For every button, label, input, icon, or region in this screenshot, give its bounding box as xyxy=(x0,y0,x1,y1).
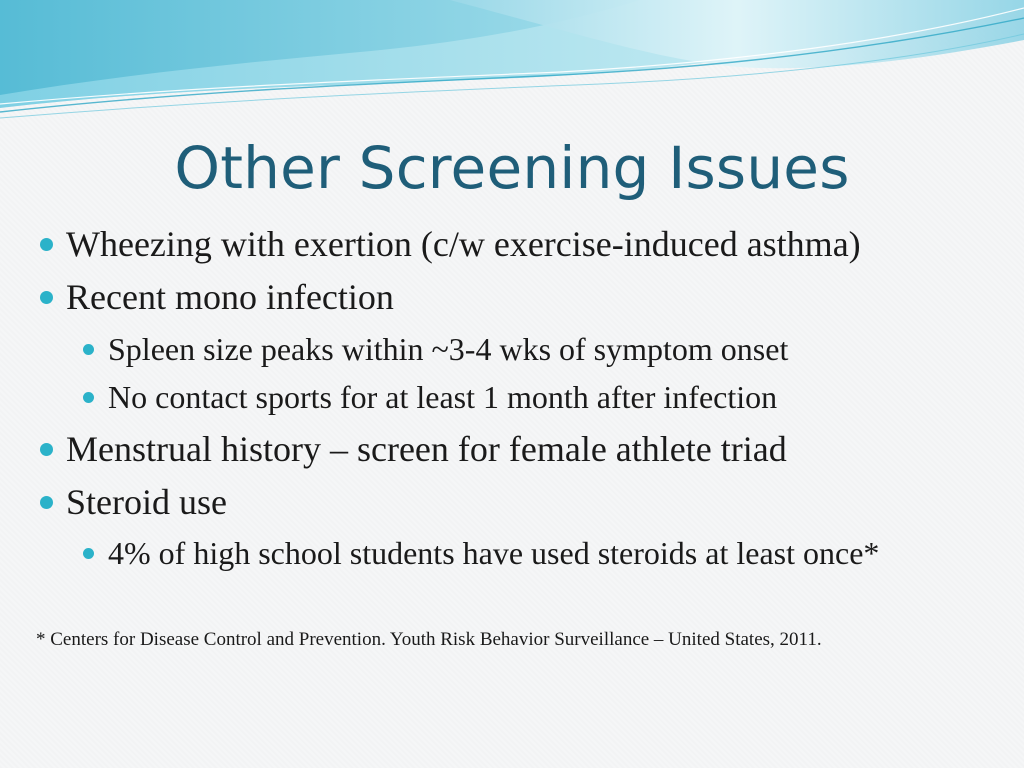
slide-title: Other Screening Issues xyxy=(174,134,850,202)
bullet-dot xyxy=(40,443,53,456)
sub-bullet-dot xyxy=(83,392,94,403)
sub-bullet-item: 4% of high school students have used steroids at least once* xyxy=(108,535,880,571)
bullet-item: Steroid use xyxy=(66,482,227,522)
bullet-item: Recent mono infection xyxy=(66,277,394,317)
bullet-item: Wheezing with exertion (c/w exercise-induced asthma) xyxy=(66,224,861,264)
bullet-dot xyxy=(40,496,53,509)
sub-bullet-dot xyxy=(83,548,94,559)
sub-bullet-item: No contact sports for at least 1 month after infection xyxy=(108,379,778,415)
footnote-citation: * Centers for Disease Control and Prevention. Youth Risk Behavior Surveillance – United States, 2011. xyxy=(36,629,822,650)
sub-bullet-dot xyxy=(83,344,94,355)
bullet-dot xyxy=(40,291,53,304)
bullet-dot xyxy=(40,238,53,251)
sub-bullet-item: Spleen size peaks within ~3-4 wks of symptom onset xyxy=(108,331,789,367)
bullet-item: Menstrual history – screen for female athlete triad xyxy=(66,429,787,469)
